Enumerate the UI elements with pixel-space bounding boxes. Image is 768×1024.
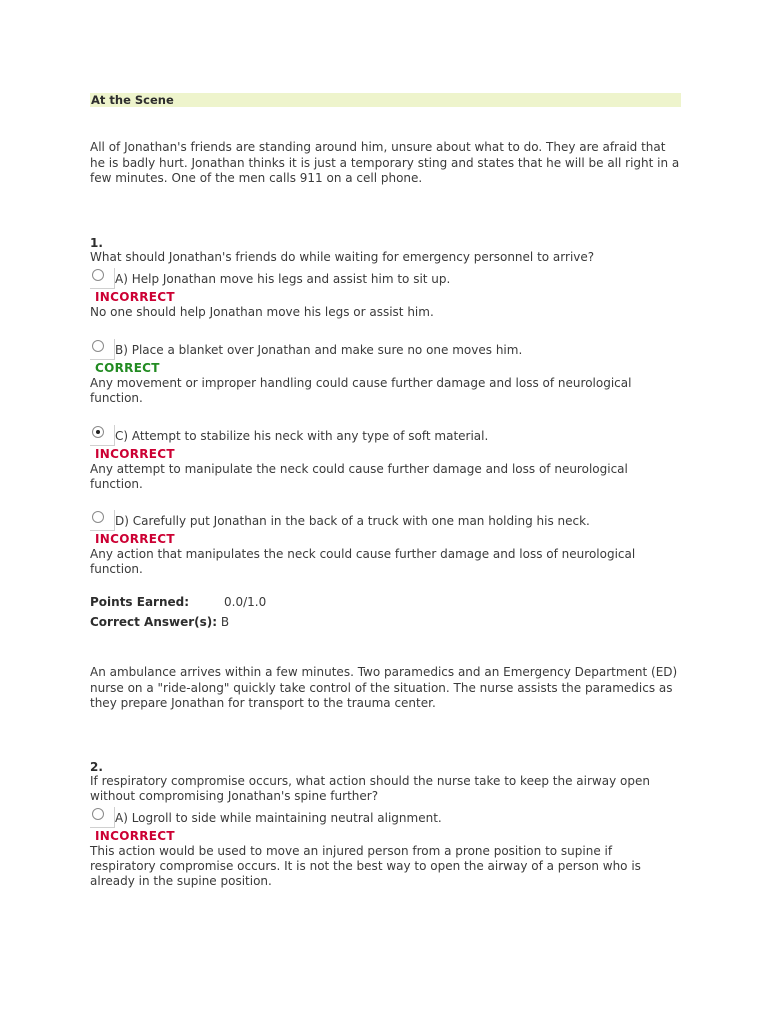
radio-button-icon[interactable] [92,340,104,352]
q1-option-c-radio-cell [90,425,115,446]
q2-option-a-radio-cell [90,807,115,828]
q1-option-b-radio-cell [90,339,115,360]
q2-option-a-feedback: This action would be used to move an injured person from a prone position to supine if respiratory compromise occurs. It is not the best way to open the airway of a person who is already in the supine position. [90,844,641,888]
q1-option-a-label: A) Help Jonathan move his legs and assist him to sit up. [115,272,451,286]
question-2-text: If respiratory compromise occurs, what action should the nurse take to keep the airway open without compromising Jonathan's spine further? [90,774,650,803]
q1-option-b-label: B) Place a blanket over Jonathan and make sure no one moves him. [115,343,523,357]
radio-button-icon[interactable] [92,808,104,820]
q1-option-d-feedback: Any action that manipulates the neck could cause further damage and loss of neurological function. [90,547,636,576]
question-2-number: 2. [90,760,103,774]
correct-answer-row [90,615,229,629]
intro-paragraph: All of Jonathan's friends are standing around him, unsure about what to do. They are afraid that he is badly hurt. Jonathan thinks it is just a temporary sting and states that he will be all right in a few minutes. One of the men calls 911 on a cell phone. [90,140,680,185]
points-earned-value: 0.0/1.0 [224,595,267,609]
correct-answer-label: Correct Answer(s): [90,615,218,629]
q1-option-b-verdict: CORRECT [95,361,160,375]
q1-option-d-radio-cell [90,510,115,531]
narrative-paragraph: An ambulance arrives within a few minutes. Two paramedics and an Emergency Department (ED) nurse on a "ride-along" quickly take control of the situation. The nurse assists the paramedics as they prepare Jonathan for transport to the trauma center. [90,665,678,710]
q1-option-a-radio-cell [90,268,115,289]
q1-option-c-label: C) Attempt to stabilize his neck with any type of soft material. [115,429,489,443]
q1-option-d-label: D) Carefully put Jonathan in the back of a truck with one man holding his neck. [115,514,590,528]
q1-option-c-feedback: Any attempt to manipulate the neck could cause further damage and loss of neurological function. [90,462,628,491]
points-earned-label: Points Earned: [90,595,190,609]
q2-option-a-verdict: INCORRECT [95,829,175,843]
radio-button-icon[interactable] [92,269,104,281]
q1-option-a-verdict: INCORRECT [95,290,175,304]
q1-option-c-verdict: INCORRECT [95,447,175,461]
radio-button-icon[interactable] [92,511,104,523]
radio-button-selected-icon[interactable] [92,426,104,438]
q1-option-b-feedback: Any movement or improper handling could cause further damage and loss of neurological function. [90,376,632,405]
section-title: At the Scene [90,93,681,107]
q1-option-d-verdict: INCORRECT [95,532,175,546]
correct-answer-value: B [220,615,230,629]
q1-option-a-feedback: No one should help Jonathan move his legs or assist him. [90,305,434,319]
q2-option-a-label: A) Logroll to side while maintaining neutral alignment. [115,811,442,825]
points-earned-row [90,595,189,609]
question-1-text: What should Jonathan's friends do while waiting for emergency personnel to arrive? [90,250,595,264]
question-1-number: 1. [90,236,103,250]
